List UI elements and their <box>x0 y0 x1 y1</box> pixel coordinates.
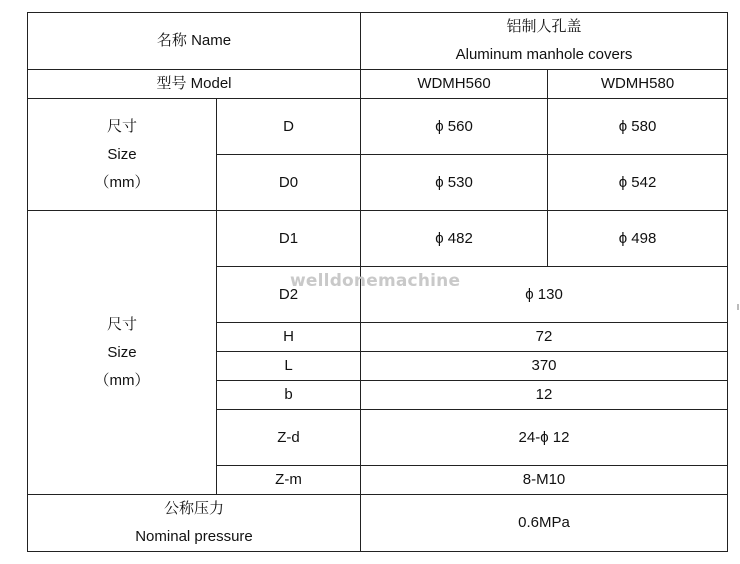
value-h: 72 <box>361 323 728 352</box>
param-zm: Z-m <box>217 466 361 495</box>
pressure-row <box>28 495 728 552</box>
product-name-en: Aluminum manhole covers <box>455 46 633 63</box>
value-d-580: ϕ 580 <box>548 99 728 155</box>
pressure-value: 0.6MPa <box>361 495 728 552</box>
pressure-label-cn: 公称压力 <box>163 500 224 517</box>
value-d-560: ϕ 560 <box>361 99 548 155</box>
size-group-1-label <box>28 99 217 211</box>
product-name-cn: 铝制人孔盖 <box>506 18 582 35</box>
size-title-cn: 尺寸 <box>106 315 137 333</box>
param-d2: D2 <box>217 267 361 323</box>
value-b: 12 <box>361 381 728 410</box>
model-1-cell <box>361 70 548 99</box>
name-label: 名称 Name <box>156 32 232 49</box>
param-d0: D0 <box>217 155 361 211</box>
value-d1-560: ϕ 482 <box>361 211 548 267</box>
header-row <box>28 13 728 70</box>
model-2: WDMH580 <box>600 75 675 92</box>
pressure-label-cell <box>28 495 361 552</box>
edge-mark <box>737 304 739 310</box>
param-d1: D1 <box>217 211 361 267</box>
product-cell <box>361 13 728 70</box>
param-zd: Z-d <box>217 410 361 466</box>
param-l: L <box>217 352 361 381</box>
size-title-en: Size <box>107 145 137 163</box>
size-title-en: Size <box>107 343 137 361</box>
model-label-cell <box>28 70 361 99</box>
row-d1 <box>28 211 728 267</box>
row-d <box>28 99 728 155</box>
param-b: b <box>217 381 361 410</box>
model-label: 型号 Model <box>156 75 232 92</box>
size-title-cn: 尺寸 <box>106 117 137 135</box>
pressure-label-en: Nominal pressure <box>135 528 253 545</box>
value-d1-580: ϕ 498 <box>548 211 728 267</box>
param-h: H <box>217 323 361 352</box>
name-label-cell <box>28 13 361 70</box>
model-2-cell <box>548 70 728 99</box>
size-unit: （mm） <box>94 371 150 389</box>
value-l: 370 <box>361 352 728 381</box>
size-unit: （mm） <box>94 173 150 191</box>
value-zm: 8-M10 <box>361 466 728 495</box>
size-group-2-label <box>28 211 217 495</box>
value-d2: ϕ 130 <box>361 267 728 323</box>
value-zd: 24-ϕ 12 <box>361 410 728 466</box>
watermark-text: welldonemachine <box>290 271 461 291</box>
param-d: D <box>217 99 361 155</box>
model-row <box>28 70 728 99</box>
model-1: WDMH560 <box>417 75 491 92</box>
value-d0-580: ϕ 542 <box>548 155 728 211</box>
value-d0-560: ϕ 530 <box>361 155 548 211</box>
